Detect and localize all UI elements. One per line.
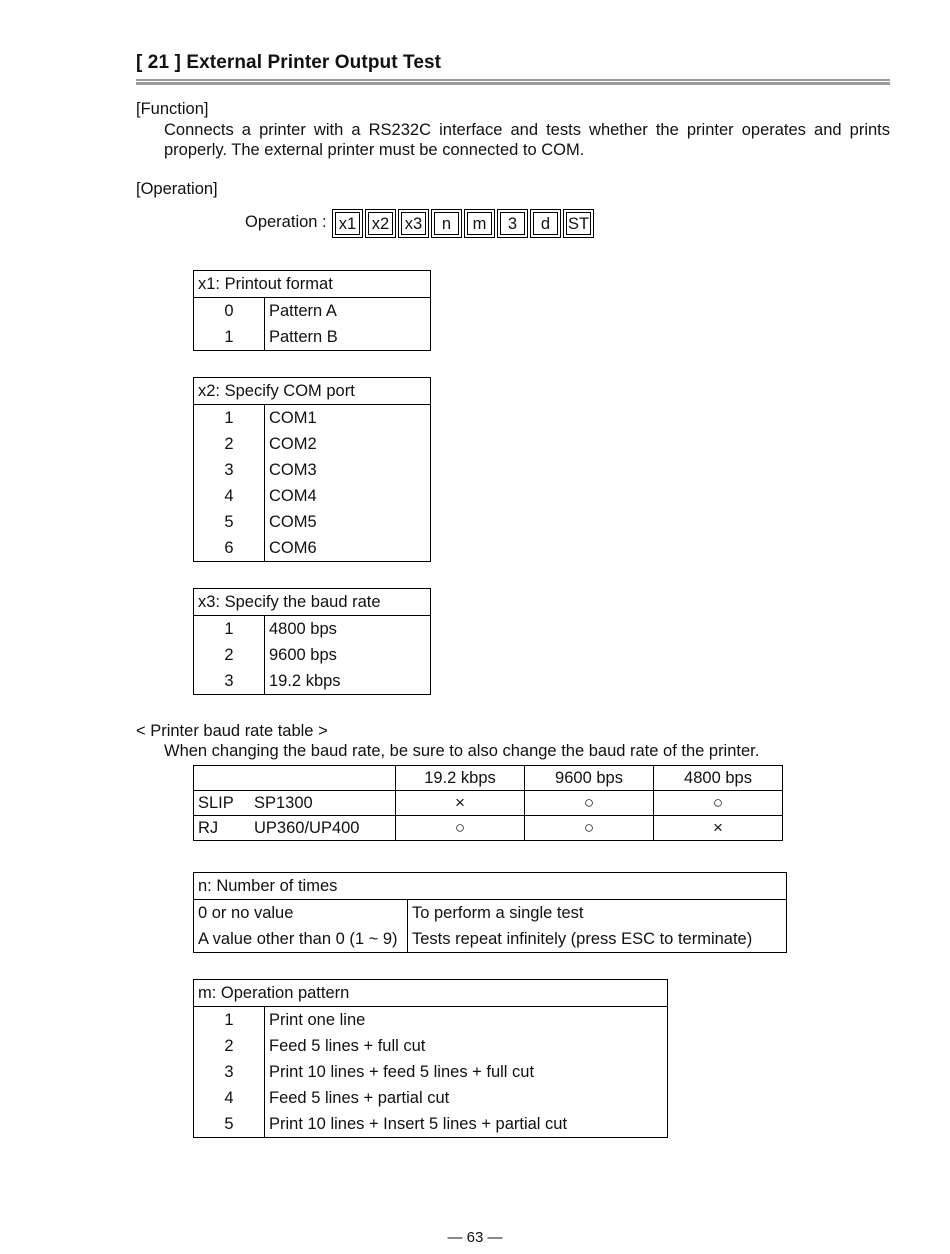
operation-heading: [Operation] — [136, 180, 218, 198]
x3-baud-rate-table — [193, 588, 431, 695]
key-box-x3: x3 — [401, 212, 426, 235]
row-description: Feed 5 lines + partial cut — [269, 1089, 450, 1107]
table-row — [194, 405, 431, 432]
x2-com-port-table — [193, 377, 431, 562]
row-value: 1 — [194, 1007, 265, 1034]
support-mark: ○ — [525, 791, 654, 816]
key-box-n: n — [434, 212, 459, 235]
table-row — [194, 642, 431, 668]
row-description: 19.2 kbps — [269, 672, 341, 690]
table-row — [194, 668, 431, 695]
row-description: COM5 — [269, 513, 317, 531]
row-description: 4800 bps — [269, 620, 337, 638]
row-description: COM3 — [269, 461, 317, 479]
key-box-m: m — [467, 212, 492, 235]
row-value: A value other than 0 (1 ~ 9) — [194, 926, 408, 953]
header-empty-cell — [194, 766, 396, 791]
table-row — [194, 509, 431, 535]
key-box-x1: x1 — [335, 212, 360, 235]
m-operation-pattern-table — [193, 979, 668, 1138]
table-row — [194, 324, 431, 351]
support-mark: ○ — [396, 816, 525, 841]
row-description: COM6 — [269, 539, 317, 557]
row-description: Feed 5 lines + full cut — [269, 1037, 426, 1055]
table-row — [194, 791, 783, 816]
table-header: x1: Printout format — [194, 271, 431, 298]
row-value: 0 — [194, 298, 265, 325]
printer-model: UP360/UP400 — [254, 819, 360, 837]
function-line-1: Connects a printer with a RS232C interface and tests whether the printer operates and prints — [164, 121, 890, 139]
n-number-of-times-table — [193, 872, 787, 953]
function-heading: [Function] — [136, 100, 209, 118]
row-description: Tests repeat infinitely (press ESC to terminate) — [412, 930, 753, 948]
row-description: Print one line — [269, 1011, 366, 1029]
row-value: 2 — [194, 1033, 265, 1059]
row-description: COM4 — [269, 487, 317, 505]
table-row — [194, 1111, 668, 1138]
row-description: To perform a single test — [412, 904, 584, 922]
row-value: 4 — [194, 483, 265, 509]
table-row — [194, 535, 431, 562]
table-row — [194, 298, 431, 325]
row-description: COM1 — [269, 409, 317, 427]
table-row — [194, 816, 783, 841]
support-mark: ○ — [525, 816, 654, 841]
row-description: Print 10 lines + feed 5 lines + full cut — [269, 1063, 535, 1081]
support-mark: × — [654, 816, 783, 841]
title-rule — [136, 79, 890, 81]
support-mark: × — [396, 791, 525, 816]
table-header: x2: Specify COM port — [194, 378, 431, 405]
column-header: 9600 bps — [525, 766, 654, 791]
page-number: — 63 — — [447, 1229, 503, 1246]
table-row — [194, 1059, 668, 1085]
printer-model: SP1300 — [254, 794, 313, 812]
printer-type: SLIP — [198, 794, 234, 812]
page-title: [ 21 ] External Printer Output Test — [136, 52, 442, 73]
row-value: 1 — [194, 324, 265, 351]
row-value: 2 — [194, 642, 265, 668]
function-line-2: properly. The external printer must be connected to COM. — [164, 141, 585, 159]
row-description: COM2 — [269, 435, 317, 453]
row-value: 3 — [194, 457, 265, 483]
column-header: 19.2 kbps — [396, 766, 525, 791]
row-value: 3 — [194, 668, 265, 695]
printer-label — [194, 791, 396, 816]
table-header: m: Operation pattern — [194, 980, 668, 1007]
column-header: 4800 bps — [654, 766, 783, 791]
table-row — [194, 1085, 668, 1111]
table-row — [194, 1033, 668, 1059]
operation-key-sequence — [332, 209, 596, 238]
key-box-3: 3 — [500, 212, 525, 235]
row-value: 3 — [194, 1059, 265, 1085]
x1-printout-format-table — [193, 270, 431, 351]
printer-type: RJ — [198, 819, 219, 837]
row-value: 5 — [194, 1111, 265, 1138]
table-header: n: Number of times — [194, 873, 787, 900]
table-row — [194, 616, 431, 643]
printer-baud-rate-table — [193, 765, 783, 841]
title-rule-thick — [136, 82, 890, 85]
row-description: 9600 bps — [269, 646, 337, 664]
table-row — [194, 1007, 668, 1034]
key-box-x2: x2 — [368, 212, 393, 235]
support-mark: ○ — [654, 791, 783, 816]
key-box-d: d — [533, 212, 558, 235]
table-row — [194, 483, 431, 509]
operation-label: Operation : — [245, 213, 327, 231]
row-description: Print 10 lines + Insert 5 lines + partial cut — [269, 1115, 568, 1133]
row-description: Pattern A — [269, 302, 337, 320]
row-value: 5 — [194, 509, 265, 535]
baud-table-note: When changing the baud rate, be sure to also change the baud rate of the printer. — [164, 742, 760, 760]
row-value: 6 — [194, 535, 265, 562]
table-row — [194, 431, 431, 457]
printer-label — [194, 816, 396, 841]
row-value: 4 — [194, 1085, 265, 1111]
table-row — [194, 457, 431, 483]
row-value: 0 or no value — [194, 900, 408, 927]
table-header: x3: Specify the baud rate — [194, 589, 431, 616]
row-description: Pattern B — [269, 328, 338, 346]
row-value: 1 — [194, 405, 265, 432]
row-value: 1 — [194, 616, 265, 643]
table-row — [194, 900, 787, 927]
table-header-row — [194, 766, 783, 791]
baud-table-heading: < Printer baud rate table > — [136, 722, 328, 740]
table-row — [194, 926, 787, 953]
row-value: 2 — [194, 431, 265, 457]
key-box-st: ST — [566, 212, 591, 235]
